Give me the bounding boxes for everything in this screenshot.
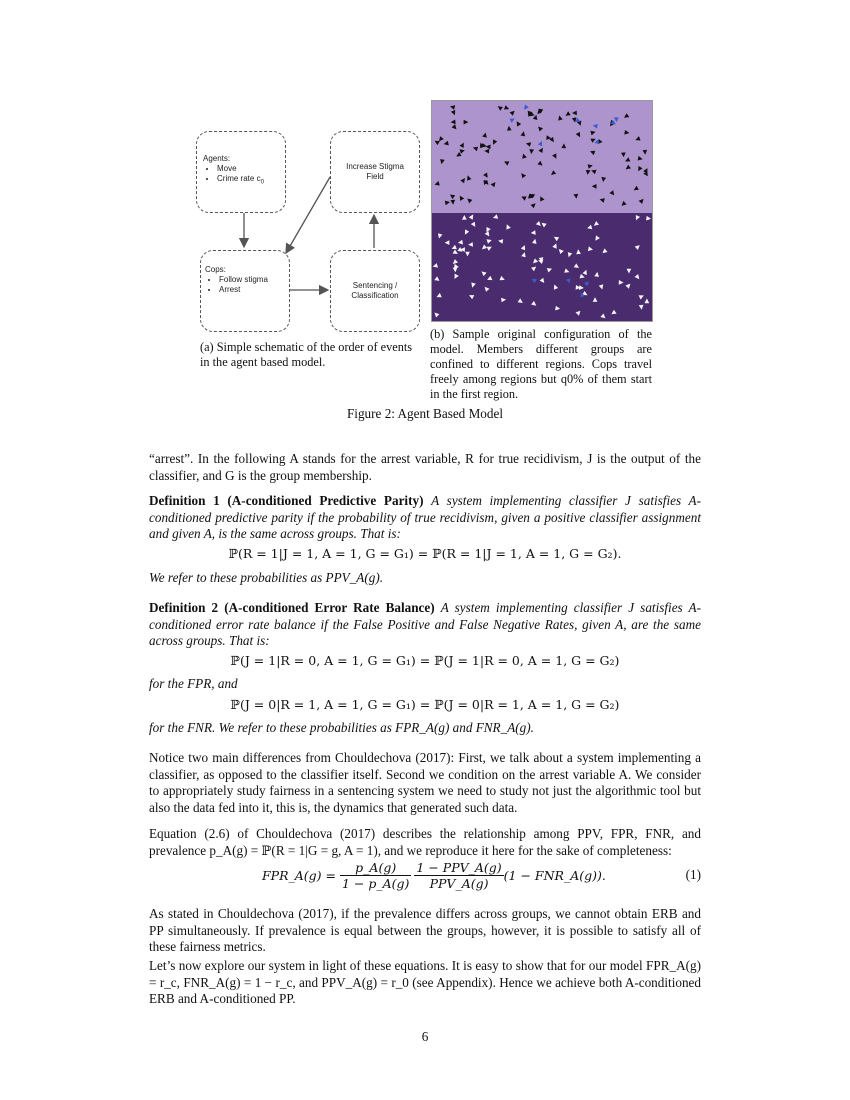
equation-1-number: (1) xyxy=(685,867,701,882)
simulation-image xyxy=(431,100,653,322)
definition-1-equation: ℙ(R = 1|J = 1, A = 1, G = G₁) = ℙ(R = 1|J = 1, A = 1, G = G₂). xyxy=(228,546,622,561)
definition-2-equation-fpr: ℙ(J = 1|R = 0, A = 1, G = G₁) = ℙ(J = 1|R = 0, A = 1, G = G₂) xyxy=(230,653,620,668)
page-number: 6 xyxy=(421,1029,429,1044)
definition-1-body: A system implementing classifier J satisfies A-conditioned predictive parity if the probability of true recidivism, given a positive classifier assignment and given A, is the same across groups. That is: xyxy=(149,493,702,541)
definition-2-body: A system implementing classifier J satisfies A-conditioned error rate balance if the False Positive and False Negative Rates, given A, are the same across groups. That is: xyxy=(149,600,701,648)
definition-2-title: Definition 2 (A-conditioned Error Rate Balance) xyxy=(149,600,435,615)
definition-2-mid: for the FPR, and xyxy=(149,676,238,691)
paragraph-equation-intro: Equation (2.6) of Chouldechova (2017) describes the relationship among PPV, FPR, FNR, and prevalence p_A(g) = ℙ(R = 1|G = g, A = 1), and we reproduce it here for the sake of completeness: xyxy=(149,826,701,858)
agents-item-move: • Move xyxy=(217,164,285,174)
agents-title: Agents: xyxy=(203,154,231,163)
definition-2-after: for the FNR. We refer to these probabilities as FPR_A(g) and FNR_A(g). xyxy=(149,720,534,735)
equation-1-fraction-prevalence: $\frac{p\_A(g)}{1 - p\_A(g)}$ xyxy=(341,859,410,891)
agents-item-crime-rate: • Crime rate $c_0$ xyxy=(217,174,285,188)
figure-caption: Figure 2: Agent Based Model xyxy=(346,406,504,421)
cops-title: Cops: xyxy=(205,265,226,274)
schematic-arrows xyxy=(196,125,426,335)
equation-1-lhs: FPR_A(g) = xyxy=(262,867,336,883)
definition-1-after: We refer to these probabilities as PPV_A(g). xyxy=(149,570,384,585)
figure-b-caption: (b) Sample original configuration of the model. Members different groups are confined to different regions. Cops travel freely among regions but q0% of them start in the first region. xyxy=(430,327,652,401)
equation-1-fraction-ppv: $\frac{\text{1 − PPV\_A(g)}}{\text{PPV\_A(g)}}$ xyxy=(416,859,502,891)
definition-2-equation-fnr: ℙ(J = 0|R = 1, A = 1, G = G₁) = ℙ(J = 0|R = 1, A = 1, G = G₂) xyxy=(230,697,620,712)
intro-paragraph: “arrest”. In the following A stands for the arrest variable, R for true recidivism, J is the output of the classifier, and G is the group membership. xyxy=(149,451,701,483)
definition-2 xyxy=(149,600,701,650)
stigma-label: Increase Stigma Field xyxy=(346,162,404,181)
schematic-figure xyxy=(196,125,426,335)
sentencing-label: Sentencing / Classification xyxy=(351,281,399,300)
equation-1 xyxy=(149,856,701,894)
paragraph-model: Let’s now explore our system in light of these equations. It is easy to show that for our model FPR_A(g) = r_c, FNR_A(g) = 1 − r_c, and PPV_A(g) = r_0 (see Appendix). Hence we achieve both A-conditioned ERB and A-conditioned PP. xyxy=(149,958,701,1006)
equation-1-tail: (1 − FNR_A(g)). xyxy=(503,867,606,883)
definition-1-title: Definition 1 (A-conditioned Predictive Parity) xyxy=(149,493,424,508)
paragraph-differences: Notice two main differences from Chouldechova (2017): First, we talk about a system implementing a classifier, as opposed to the classifier itself. Second we condition on the arrest variable A. We consider to appropriately study fairness in a sentencing system we need to study not just the algorithmic tool but also the data fed into it, this is, the dynamics that generated such data. xyxy=(149,750,701,815)
figure-a-caption: (a) Simple schematic of the order of events in the agent based model. xyxy=(200,340,413,369)
cops-item-follow: • Follow stigma xyxy=(219,275,289,285)
definition-1 xyxy=(149,493,701,543)
cops-item-arrest: • Arrest xyxy=(219,285,289,295)
paragraph-chouldechova: As stated in Chouldechova (2017), if the prevalence differs across groups, we cannot obtain ERB and PP simultaneously. If prevalence is equal between the groups, however, it is possible to satisfy all of these fairness metrics. xyxy=(149,906,701,954)
